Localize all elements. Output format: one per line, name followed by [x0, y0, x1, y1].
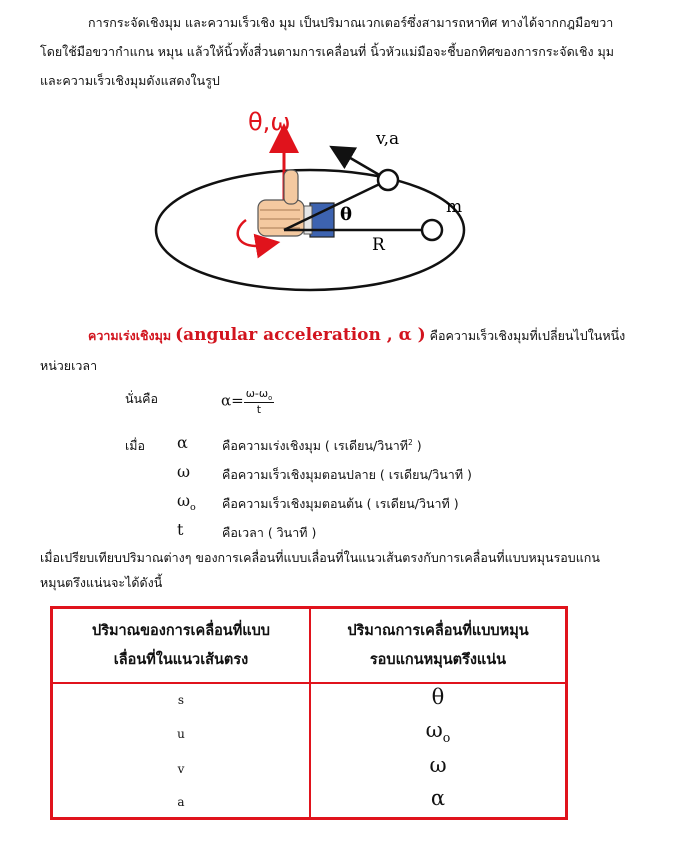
- formula-numerator: ω-ω: [245, 387, 269, 400]
- table-cell-rotational: ω: [429, 753, 447, 777]
- formula-lhs: α=: [221, 391, 244, 410]
- table-divider-horizontal: [53, 682, 565, 684]
- angular-acceleration-definition-cont: หน่วยเวลา: [40, 358, 98, 373]
- definition-symbol: α: [177, 433, 188, 452]
- formula-equation: [221, 387, 274, 416]
- table-cell-rotational: $\omega_o$: [425, 718, 451, 746]
- formula-label: นั่นคือ: [125, 391, 158, 406]
- definition-symbol: $\omega_o$: [177, 491, 196, 514]
- angle-label: θ: [340, 204, 353, 225]
- angular-acceleration-paragraph: [40, 320, 640, 381]
- mass-label: m: [446, 197, 463, 217]
- table-cell-linear: u: [177, 727, 185, 741]
- mass-particle: [422, 220, 442, 240]
- formula-fraction: [244, 387, 274, 416]
- definition-text: คือความเร็วเชิงมุมตอนต้น ( เรเดียน/วินาที ): [222, 496, 459, 511]
- comparison-line-2: หมุนตรึงแน่นจะได้ดังนี้: [40, 575, 163, 590]
- table-cell-linear: v: [177, 762, 185, 776]
- comparison-paragraph: [40, 545, 640, 595]
- formula-numerator-sub: o: [268, 394, 273, 403]
- angular-acceleration-definition: คือความเร็วเชิงมุมที่เปลี่ยนไปในหนึ่ง: [425, 328, 626, 343]
- axis-label: θ,ω: [248, 108, 291, 136]
- comparison-line-1: เมื่อเปรียบเทียบปริมาณต่างๆ ของการเคลื่อนที่แบบเลื่อนที่ในแนวเส้นตรงกับการเคลื่อนที่แบบหมุนรอบแกน: [40, 550, 600, 565]
- definition-text: คือความเร็วเชิงมุมตอนปลาย ( เรเดียน/วินาที ): [222, 467, 472, 482]
- when-label: เมื่อ: [125, 438, 146, 453]
- hand-icon: [258, 170, 334, 237]
- moving-particle: [378, 170, 398, 190]
- comparison-table: [50, 606, 568, 820]
- angular-acceleration-term: (angular acceleration , α ): [175, 325, 426, 345]
- definition-symbol: ω: [177, 462, 191, 481]
- radius-label: R: [372, 235, 385, 255]
- table-header-rotational: ปริมาณการเคลื่อนที่แบบหมุน รอบแกนหมุนตรึงแน่น: [347, 623, 529, 668]
- intro-line-3: และความเร็วเชิงมุมดังแสดงในรูป: [40, 73, 220, 88]
- angular-acceleration-thai-term: ความเร่งเชิงมุม: [88, 328, 172, 343]
- formula-denominator: t: [256, 403, 262, 417]
- table-cell-rotational: θ: [431, 685, 445, 709]
- table-header-linear: ปริมาณของการเคลื่อนที่แบบ เลื่อนที่ในแนวเส้นตรง: [91, 623, 271, 668]
- definition-text: คือเวลา ( วินาที ): [222, 525, 317, 540]
- intro-line-2: โดยใช้มือขวากำแกน หมุน แล้วให้นิ้วทั้งสี่วนตามการเคลื่อนที่ นิ้วหัวแม่มือจะชี้บอกทิศของการกระจัดเชิง มุม: [40, 44, 614, 59]
- intro-line-1: การกระจัดเชิงมุม และความเร็วเชิง มุม เป็นปริมาณเวกเตอร์ซึ่งสามารถหาทิศ ทางได้จากกฎมือขวา: [88, 15, 614, 30]
- velocity-label: v,a: [376, 129, 400, 149]
- intro-paragraph: [40, 8, 640, 95]
- definition-text: คือความเร่งเชิงมุม ( เรเดียน/วินาที$^2$ ): [222, 437, 422, 453]
- table-cell-rotational: α: [430, 786, 446, 810]
- definition-symbol: t: [177, 520, 184, 539]
- table-cell-linear: a: [177, 795, 185, 809]
- table-cell-linear: s: [177, 693, 185, 707]
- right-hand-rule-diagram: [150, 108, 480, 328]
